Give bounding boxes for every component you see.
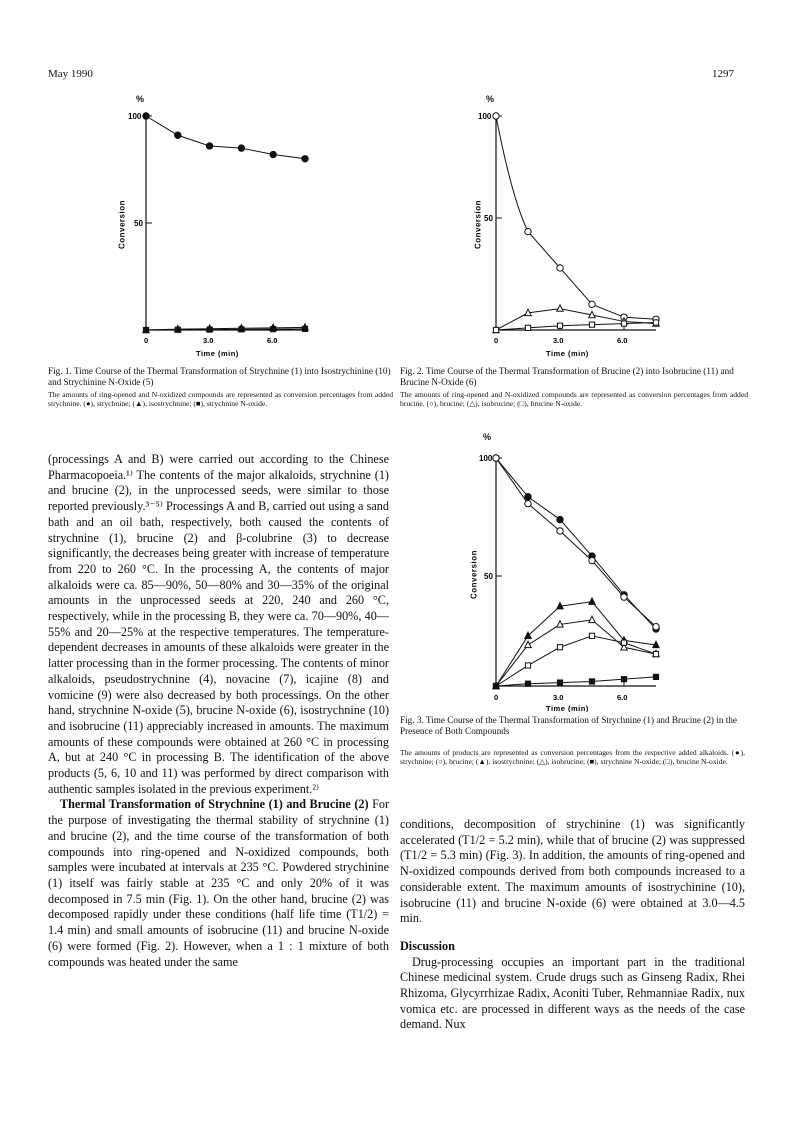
running-header-date: May 1990	[48, 68, 93, 80]
left-paragraph-2: For the purpose of investigating the thermal stability of strychnine (1) and brucine (2), and the time course of the transformation of both compounds into ring-opened and N-oxidized compounds, both samples were incubated at intervals at 235 °C. Powdered strychinine (1) itself was fairly stable at 235 °C and only 20% of it was decomposed in 7.5 min (Fig. 1). On the other hand, brucine (2) was decomposed rapidly under these conditions (half life time (T1/2) = 1.4 min) and small amounts of isobrucine (11) and brucine N-oxide (6) were formed (Fig. 2). However, when a 1 : 1 mixture of both compounds was heated under the same	[48, 797, 390, 969]
fig1-ytick-label-50: 50	[134, 219, 143, 228]
fig3-filled-triangle-point-3	[589, 598, 595, 604]
fig2-series-open-circle-line	[496, 116, 656, 319]
fig1-filled-square-point-4	[271, 327, 276, 332]
fig3-open-triangle-point-1	[525, 641, 531, 647]
left-column	[48, 452, 389, 970]
figure-2	[400, 88, 748, 409]
fig3-open-square-point-3	[589, 633, 594, 638]
fig2-legend: The amounts of ring-opened and N-oxidized compounds are represented as conversion percentages from added brucine. (○), brucine; (△), isobrucine; (□), brucine N-oxide.	[400, 390, 748, 409]
fig2-ytick-label-50: 50	[484, 214, 493, 223]
fig3-filled-square-point-0	[493, 683, 498, 688]
fig1-filled-circle-point-5	[302, 156, 308, 162]
fig2-caption-text: Time Course of the Thermal Transformation of Brucine (2) into Isobrucine (11) and Brucine N-Oxide (6)	[400, 366, 734, 388]
fig1-caption-text: Time Course of the Thermal Transformation of Strychnine (1) into Isostrychinine (10) and Strychinine N-Oxide (5)	[48, 366, 391, 388]
fig3-open-circle-point-0	[493, 455, 499, 461]
fig2-plot	[400, 88, 745, 358]
fig1-y-axis-label: Conversion	[117, 200, 127, 250]
fig2-xtick-label-6: 6.0	[617, 336, 628, 345]
fig2-x-axis-title: Time (min)	[546, 349, 589, 358]
figure-3	[400, 428, 745, 703]
fig1-xtick-label-0: 0	[144, 336, 149, 345]
fig1-filled-square-point-0	[143, 327, 148, 332]
fig2-y-axis-label: Conversion	[473, 200, 483, 250]
left-paragraph-1: (processings A and B) were carried out according to the Chinese Pharmacopoeia.¹⁾ The contents of the major alkaloids, strychnine (1) and brucine (2), in the unprocessed seeds, were similar to those reported previously.³⁻⁵⁾ Processings A and B, carried out using a sand bath and an oil bath, respectively, both caused the contents of strychnine (1), brucine (2) and β-colubrine (3) to decrease significantly, the decreases being greater with increase of temperature from 220 to 260 °C. In the processing A, the contents of major alkaloids were ca. 85—90%, 50—80% and 30—35% of the original amounts in the unprocessed seeds at 220, 240 and 260 °C, respectively, while in the processing B, they were ca. 70—90%, 40—55% and 20—25% at the respective temperatures. The temperature-dependent decreases in amounts of these alkaloids were greater in the latter processing than in the former processing. The contents of minor alkaloids, pseudostrychnine (4), novacine (7), icajine (8) and vomicine (9) were also decreased by both processings. On the other hand, strychnine N-oxide (5), brucine N-oxide (6), isostrychnine (10) and isobrucine (11) appreciably increased in amounts. The maximum amounts of these compounds were obtained at 260 °C in processing A, but at 240 °C in processing B. The identification of the above products (5, 6, 10 and 11) was performed by direct comparison with authentic samples isolated in the previous experiment.²⁾	[48, 452, 389, 796]
fig3-data-layer	[493, 455, 659, 689]
fig3-filled-circle-point-2	[557, 516, 563, 522]
fig3-x-axis-labels	[400, 692, 745, 712]
fig3-ytick-label-50: 50	[484, 572, 493, 581]
fig2-percent-label: %	[486, 94, 495, 104]
fig2-open-square-point-0	[493, 327, 498, 332]
fig2-ytick-label-100: 100	[478, 112, 492, 121]
fig3-caption-text: Time Course of the Thermal Transformation of Strychnine (1) and Brucine (2) in the Presence of Both Compounds	[400, 715, 737, 737]
fig3-open-circle-point-2	[557, 528, 563, 534]
fig1-filled-circle-point-2	[206, 143, 212, 149]
fig3-caption-label: Fig. 3.	[400, 715, 424, 725]
fig1-filled-circle-point-0	[143, 113, 149, 119]
fig2-caption-label: Fig. 2.	[400, 366, 424, 376]
fig3-filled-square-point-2	[557, 680, 562, 685]
fig3-y-axis-label: Conversion	[469, 550, 479, 600]
fig2-open-square-point-1	[525, 325, 530, 330]
fig1-filled-circle-point-3	[238, 145, 244, 151]
fig1-filled-square-point-5	[302, 326, 307, 331]
fig1-xtick-label-3: 3.0	[203, 336, 214, 345]
fig1-series-filled-circle-line	[146, 116, 305, 159]
fig3-caption	[400, 715, 745, 737]
fig2-series-open-square-line	[496, 323, 656, 330]
fig2-open-circle-point-3	[589, 301, 595, 307]
fig1-data-layer	[143, 113, 308, 333]
fig3-x-ticks	[400, 692, 745, 712]
fig3-filled-square-point-1	[525, 681, 530, 686]
fig3-filled-circle-point-1	[525, 494, 531, 500]
fig2-caption	[400, 366, 748, 388]
fig3-filled-square-point-5	[653, 674, 658, 679]
fig2-open-circle-point-1	[525, 228, 531, 234]
fig2-open-square-point-5	[653, 320, 658, 325]
fig3-open-triangle-point-3	[589, 616, 595, 622]
discussion-heading: Discussion	[400, 938, 455, 953]
fig3-xtick-label-6: 6.0	[617, 693, 628, 702]
fig1-filled-circle-point-1	[175, 132, 181, 138]
fig1-xtick-label-6: 6.0	[267, 336, 278, 345]
fig3-series-open-circle-line	[496, 458, 656, 627]
fig1-x-axis-title: Time (min)	[196, 349, 239, 358]
fig3-open-square-point-1	[525, 663, 530, 668]
fig2-open-triangle-point-2	[557, 305, 563, 311]
fig3-legend: The amounts of products are represented as conversion percentages from the respective added alkaloids. (●), strychnine; (○), brucine; (▲), isostrychnine; (△), isobrucine; (■), strychnine N-oxide; (□), brucine N-oxide.	[400, 748, 745, 767]
left-paragraph-2-block	[48, 797, 389, 970]
page-number: 1297	[712, 68, 734, 80]
fig3-open-square-point-2	[557, 645, 562, 650]
fig2-open-circle-point-0	[493, 113, 499, 119]
fig2-open-circle-point-2	[557, 265, 563, 271]
fig1-percent-label: %	[136, 94, 145, 104]
fig1-filled-circle-point-4	[270, 151, 276, 157]
fig1-filled-square-point-1	[175, 327, 180, 332]
fig3-series-filled-square-line	[496, 677, 656, 686]
fig1-caption	[48, 366, 393, 388]
fig1-caption-label: Fig. 1.	[48, 366, 72, 376]
fig3-xtick-label-3: 3.0	[553, 693, 564, 702]
fig2-open-square-point-2	[557, 323, 562, 328]
fig2-series-open-triangle-line	[496, 309, 656, 330]
fig3-ytick-label-100: 100	[479, 454, 493, 463]
fig2-data-layer	[493, 113, 659, 333]
fig2-open-square-point-4	[621, 321, 626, 326]
right-column	[400, 817, 745, 1033]
fig3-open-circle-point-5	[653, 624, 659, 630]
fig1-ytick-label-100: 100	[128, 112, 142, 121]
fig2-xtick-label-3: 3.0	[553, 336, 564, 345]
fig3-filled-square-point-4	[621, 677, 626, 682]
fig3-series-filled-triangle-line	[496, 602, 656, 686]
fig1-filled-square-point-2	[207, 327, 212, 332]
section-heading-thermal: Thermal Transformation of Strychnine (1) and Brucine (2)	[60, 797, 369, 812]
fig3-filled-square-point-3	[589, 679, 594, 684]
fig1-legend: The amounts of ring-opened and N-oxidized compounds are represented as conversion percentages from added strychnine. (●), strychnine; (▲), isostrychnine; (■), strychnine N-oxide.	[48, 390, 393, 409]
fig3-open-circle-point-4	[621, 594, 627, 600]
fig1-filled-square-point-3	[239, 327, 244, 332]
fig3-series-open-triangle-line	[496, 620, 656, 686]
fig3-open-circle-point-3	[589, 557, 595, 563]
fig3-data-overlay	[400, 428, 745, 703]
right-paragraph-2: Drug-processing occupies an important part in the traditional Chinese medicinal system. Crude drugs such as Ginseng Radix, Rhei Rhizoma, Glycyrrhizae Radix, Aconiti Tuber, Rehmanniae Radix, nux vomica etc. are processed in different ways as the needs of the case demand. Nux	[400, 954, 745, 1032]
fig3-open-circle-point-1	[525, 500, 531, 506]
fig3-percent-label: %	[483, 432, 492, 442]
right-paragraph-1: conditions, decomposition of strychinine (1) was significantly accelerated (T1/2 = 5.2 min), while that of brucine (2) was suppressed (T1/2 = 5.3 min) (Fig. 3). In addition, the amounts of ring-opened and N-oxidized compounds derived from both compounds increased to a considerable extent. The maximum amounts of isostrychinine (10), isobrucine (11) and brucine N-oxide (6) were obtained at 3.0—4.5 min.	[400, 817, 745, 926]
fig3-open-square-point-4	[621, 640, 626, 645]
fig1-plot	[48, 88, 388, 358]
figure-1	[48, 88, 393, 409]
fig3-xtick-label-0: 0	[494, 693, 499, 702]
fig2-open-square-point-3	[589, 322, 594, 327]
fig3-x-axis-title: Time (min)	[546, 704, 589, 712]
fig3-open-square-point-5	[653, 651, 658, 656]
fig2-xtick-label-0: 0	[494, 336, 499, 345]
fig3-series-filled-circle-line	[496, 458, 656, 629]
